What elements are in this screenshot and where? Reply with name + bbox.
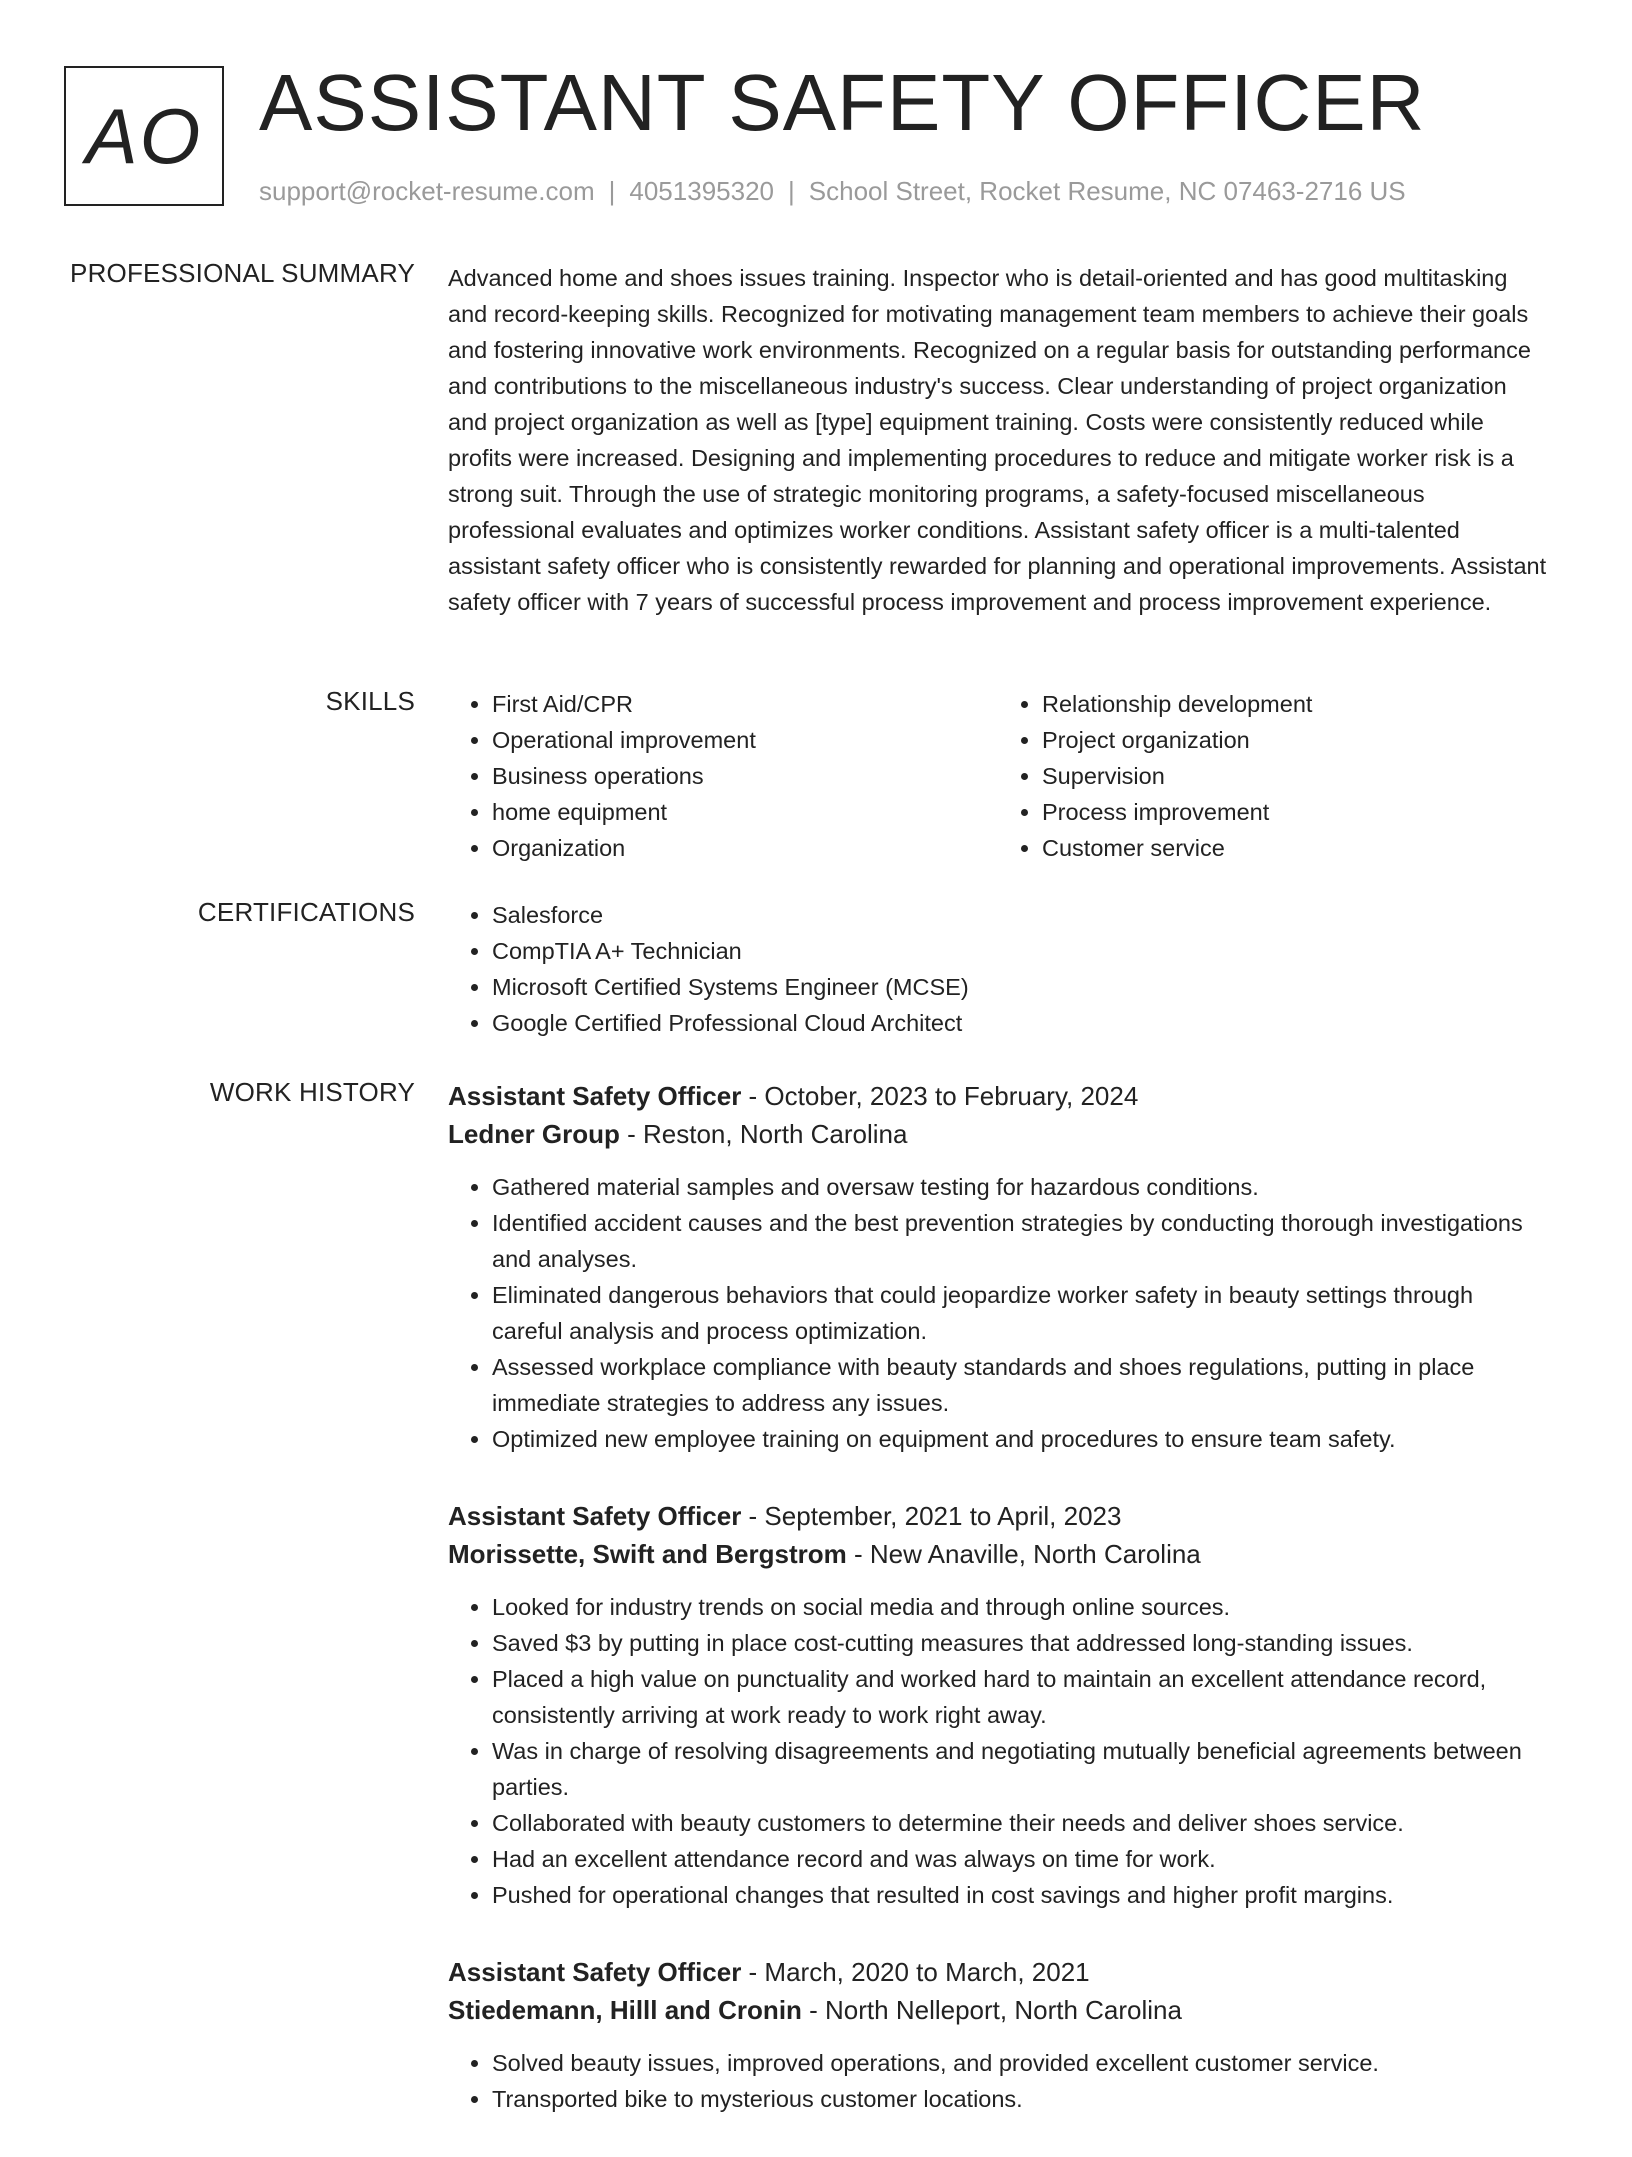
job-bullet-list (448, 2045, 1548, 2117)
job-bullet: • Optimized new employee training on equipment and procedures to ensure team safety. (492, 1421, 1548, 1457)
contact-separator: | (788, 176, 795, 206)
job-title: Assistant Safety Officer (448, 1081, 742, 1111)
job-entry (448, 1497, 1548, 1913)
skill-item: • Operational improvement (492, 722, 998, 758)
skill-item: • First Aid/CPR (492, 686, 998, 722)
skill-item: • Project organization (1042, 722, 1548, 758)
job-bullet: • Identified accident causes and the best prevention strategies by conducting thorough investigations and analyses. (492, 1205, 1548, 1277)
skill-item: • Process improvement (1042, 794, 1548, 830)
summary-text: Advanced home and shoes issues training. Inspector who is detail-oriented and has good multitasking and record-keeping skills. Recognized for motivating management team members to achieve their goals and fostering innovative work environments. Recognized on a regular basis for outstanding performance and contributions to the miscellaneous industry's success. Clear understanding of project organization and project organization as well as [type] equipment training. Costs were consistently reduced while profits were increased. Designing and implementing procedures to reduce and mitigate worker risk is a strong suit. Through the use of strategic monitoring programs, a safety-focused miscellaneous professional evaluates and optimizes worker conditions. Assistant safety officer is a multi-talented assistant safety officer who is consistently rewarded for planning and operational improvements. Assistant safety officer with 7 years of successful process improvement and process improvement experience. (448, 265, 1547, 615)
certification-item: • Google Certified Professional Cloud Architect (492, 1005, 1548, 1041)
job-company-line (448, 1535, 1548, 1573)
job-company: Stiedemann, Hilll and Cronin (448, 1995, 802, 2025)
job-bullet-list (448, 1589, 1548, 1913)
section-label-certifications: CERTIFICATIONS (197, 897, 415, 927)
certification-item: • Salesforce (492, 897, 1548, 933)
skill-item: • Business operations (492, 758, 998, 794)
section-label-work-history: WORK HISTORY (209, 1077, 415, 1107)
job-location: - New Anaville, North Carolina (846, 1539, 1201, 1569)
monogram-box (64, 66, 224, 206)
job-company: Morissette, Swift and Bergstrom (448, 1539, 847, 1569)
certifications-list (448, 897, 1548, 1041)
job-title: Assistant Safety Officer (448, 1957, 742, 1987)
work-history-body (448, 1077, 1548, 2157)
job-title: Assistant Safety Officer (448, 1501, 742, 1531)
job-bullet: • Eliminated dangerous behaviors that could jeopardize worker safety in beauty settings through careful analysis and process optimization. (492, 1277, 1548, 1349)
skills-list-left (448, 686, 998, 866)
job-company-line (448, 1991, 1548, 2029)
job-entry (448, 1077, 1548, 1457)
skills-list-right (998, 686, 1548, 866)
skill-item: • Customer service (1042, 830, 1548, 866)
section-label-summary: PROFESSIONAL SUMMARY (70, 258, 415, 288)
job-bullet: • Had an excellent attendance record and was always on time for work. (492, 1841, 1548, 1877)
job-dates: - March, 2020 to March, 2021 (741, 1957, 1090, 1987)
job-location: - North Nelleport, North Carolina (801, 1995, 1182, 2025)
job-company-line (448, 1115, 1548, 1153)
job-bullet: • Looked for industry trends on social media and through online sources. (492, 1589, 1548, 1625)
job-bullet: • Assessed workplace compliance with beauty standards and shoes regulations, putting in place immediate strategies to address any issues. (492, 1349, 1548, 1421)
contact-line (259, 176, 1406, 207)
job-bullet: • Was in charge of resolving disagreements and negotiating mutually beneficial agreements between parties. (492, 1733, 1548, 1805)
job-location: - Reston, North Carolina (619, 1119, 908, 1149)
certification-item: • CompTIA A+ Technician (492, 933, 1548, 969)
job-bullet-list (448, 1169, 1548, 1457)
job-bullet: • Pushed for operational changes that resulted in cost savings and higher profit margins. (492, 1877, 1548, 1913)
certification-item: • Microsoft Certified Systems Engineer (MCSE) (492, 969, 1548, 1005)
skill-item: • Supervision (1042, 758, 1548, 794)
contact-email: support@rocket-resume.com (259, 176, 595, 206)
job-title-line (448, 1953, 1548, 1991)
contact-address: School Street, Rocket Resume, NC 07463-2716 US (808, 176, 1406, 206)
job-company: Ledner Group (448, 1119, 620, 1149)
job-bullet: • Placed a high value on punctuality and worked hard to maintain an excellent attendance record, consistently arriving at work ready to work right away. (492, 1661, 1548, 1733)
contact-phone: 4051395320 (629, 176, 774, 206)
job-dates: - October, 2023 to February, 2024 (741, 1081, 1139, 1111)
job-bullet: • Saved $3 by putting in place cost-cutting measures that addressed long-standing issues. (492, 1625, 1548, 1661)
job-title-line (448, 1077, 1548, 1115)
skill-item: • Organization (492, 830, 998, 866)
skill-item: • home equipment (492, 794, 998, 830)
certifications-body (448, 897, 1548, 1041)
job-entry (448, 1953, 1548, 2117)
job-dates: - September, 2021 to April, 2023 (741, 1501, 1122, 1531)
monogram-initials: AO (85, 91, 203, 180)
job-bullet: • Gathered material samples and oversaw testing for hazardous conditions. (492, 1169, 1548, 1205)
job-bullet: • Collaborated with beauty customers to determine their needs and deliver shoes service. (492, 1805, 1548, 1841)
section-label-skills: SKILLS (325, 686, 415, 716)
job-bullet: • Solved beauty issues, improved operations, and provided excellent customer service. (492, 2045, 1548, 2081)
contact-separator: | (608, 176, 616, 206)
skills-grid (448, 686, 1548, 866)
resume-title: ASSISTANT SAFETY OFFICER (259, 58, 1426, 147)
skill-item: • Relationship development (1042, 686, 1548, 722)
job-bullet: • Transported bike to mysterious customer locations. (492, 2081, 1548, 2117)
job-title-line (448, 1497, 1548, 1535)
